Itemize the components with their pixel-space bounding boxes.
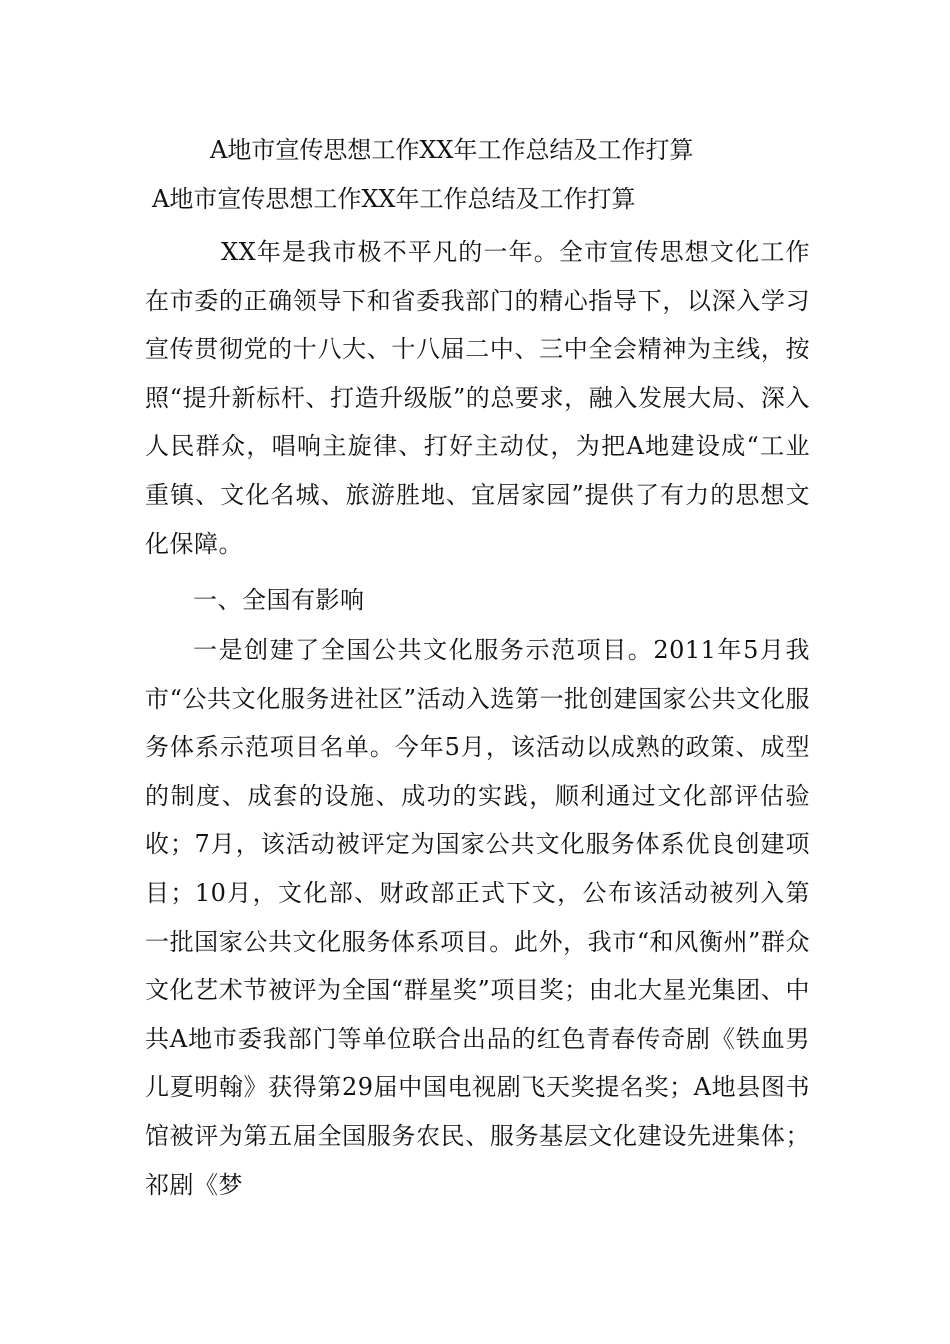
intro-paragraph: XX年是我市极不平凡的一年。全市宣传思想文化工作在市委的正确领导下和省委我部门的精心指导下，以深入学习宣传贯彻党的十八大、十八届二中、三中全会精神为主线，按照“提升新标杆、打造升级版”的总要求，融入发展大局、深入人民群众，唱响主旋律、打好主动仗，为把A地建设成“工业重镇、文化名城、旅游胜地、宜居家园”提供了有力的思想文化保障。 (145, 238, 810, 558)
document-title: A地市宣传思想工作XX年工作总结及工作打算 (210, 136, 694, 164)
section-heading: 一、全国有影响 (193, 586, 365, 614)
document-subtitle: A地市宣传思想工作XX年工作总结及工作打算 (152, 185, 636, 213)
body-paragraph: 一是创建了全国公共文化服务示范项目。2011年5月我市“公共文化服务进社区”活动入选第一批创建国家公共文化服务体系示范项目名单。今年5月，该活动以成熟的政策、成型的制度、成套的设施、成功的实践，顺利通过文化部评估验收；7月，该活动被评定为国家公共文化服务体系优良创建项目；10月，文化部、财政部正式下文，公布该活动被列入第一批国家公共文化服务体系项目。此外，我市“和风衡州”群众文化艺术节被评为全国“群星奖”项目奖；由北大星光集团、中共A地市委我部门等单位联合出品的红色青春传奇剧《铁血男儿夏明翰》获得第29届中国电视剧飞天奖提名奖；A地县图书馆被评为第五届全国服务农民、服务基层文化建设先进集体；祁剧《梦 (145, 636, 810, 1199)
